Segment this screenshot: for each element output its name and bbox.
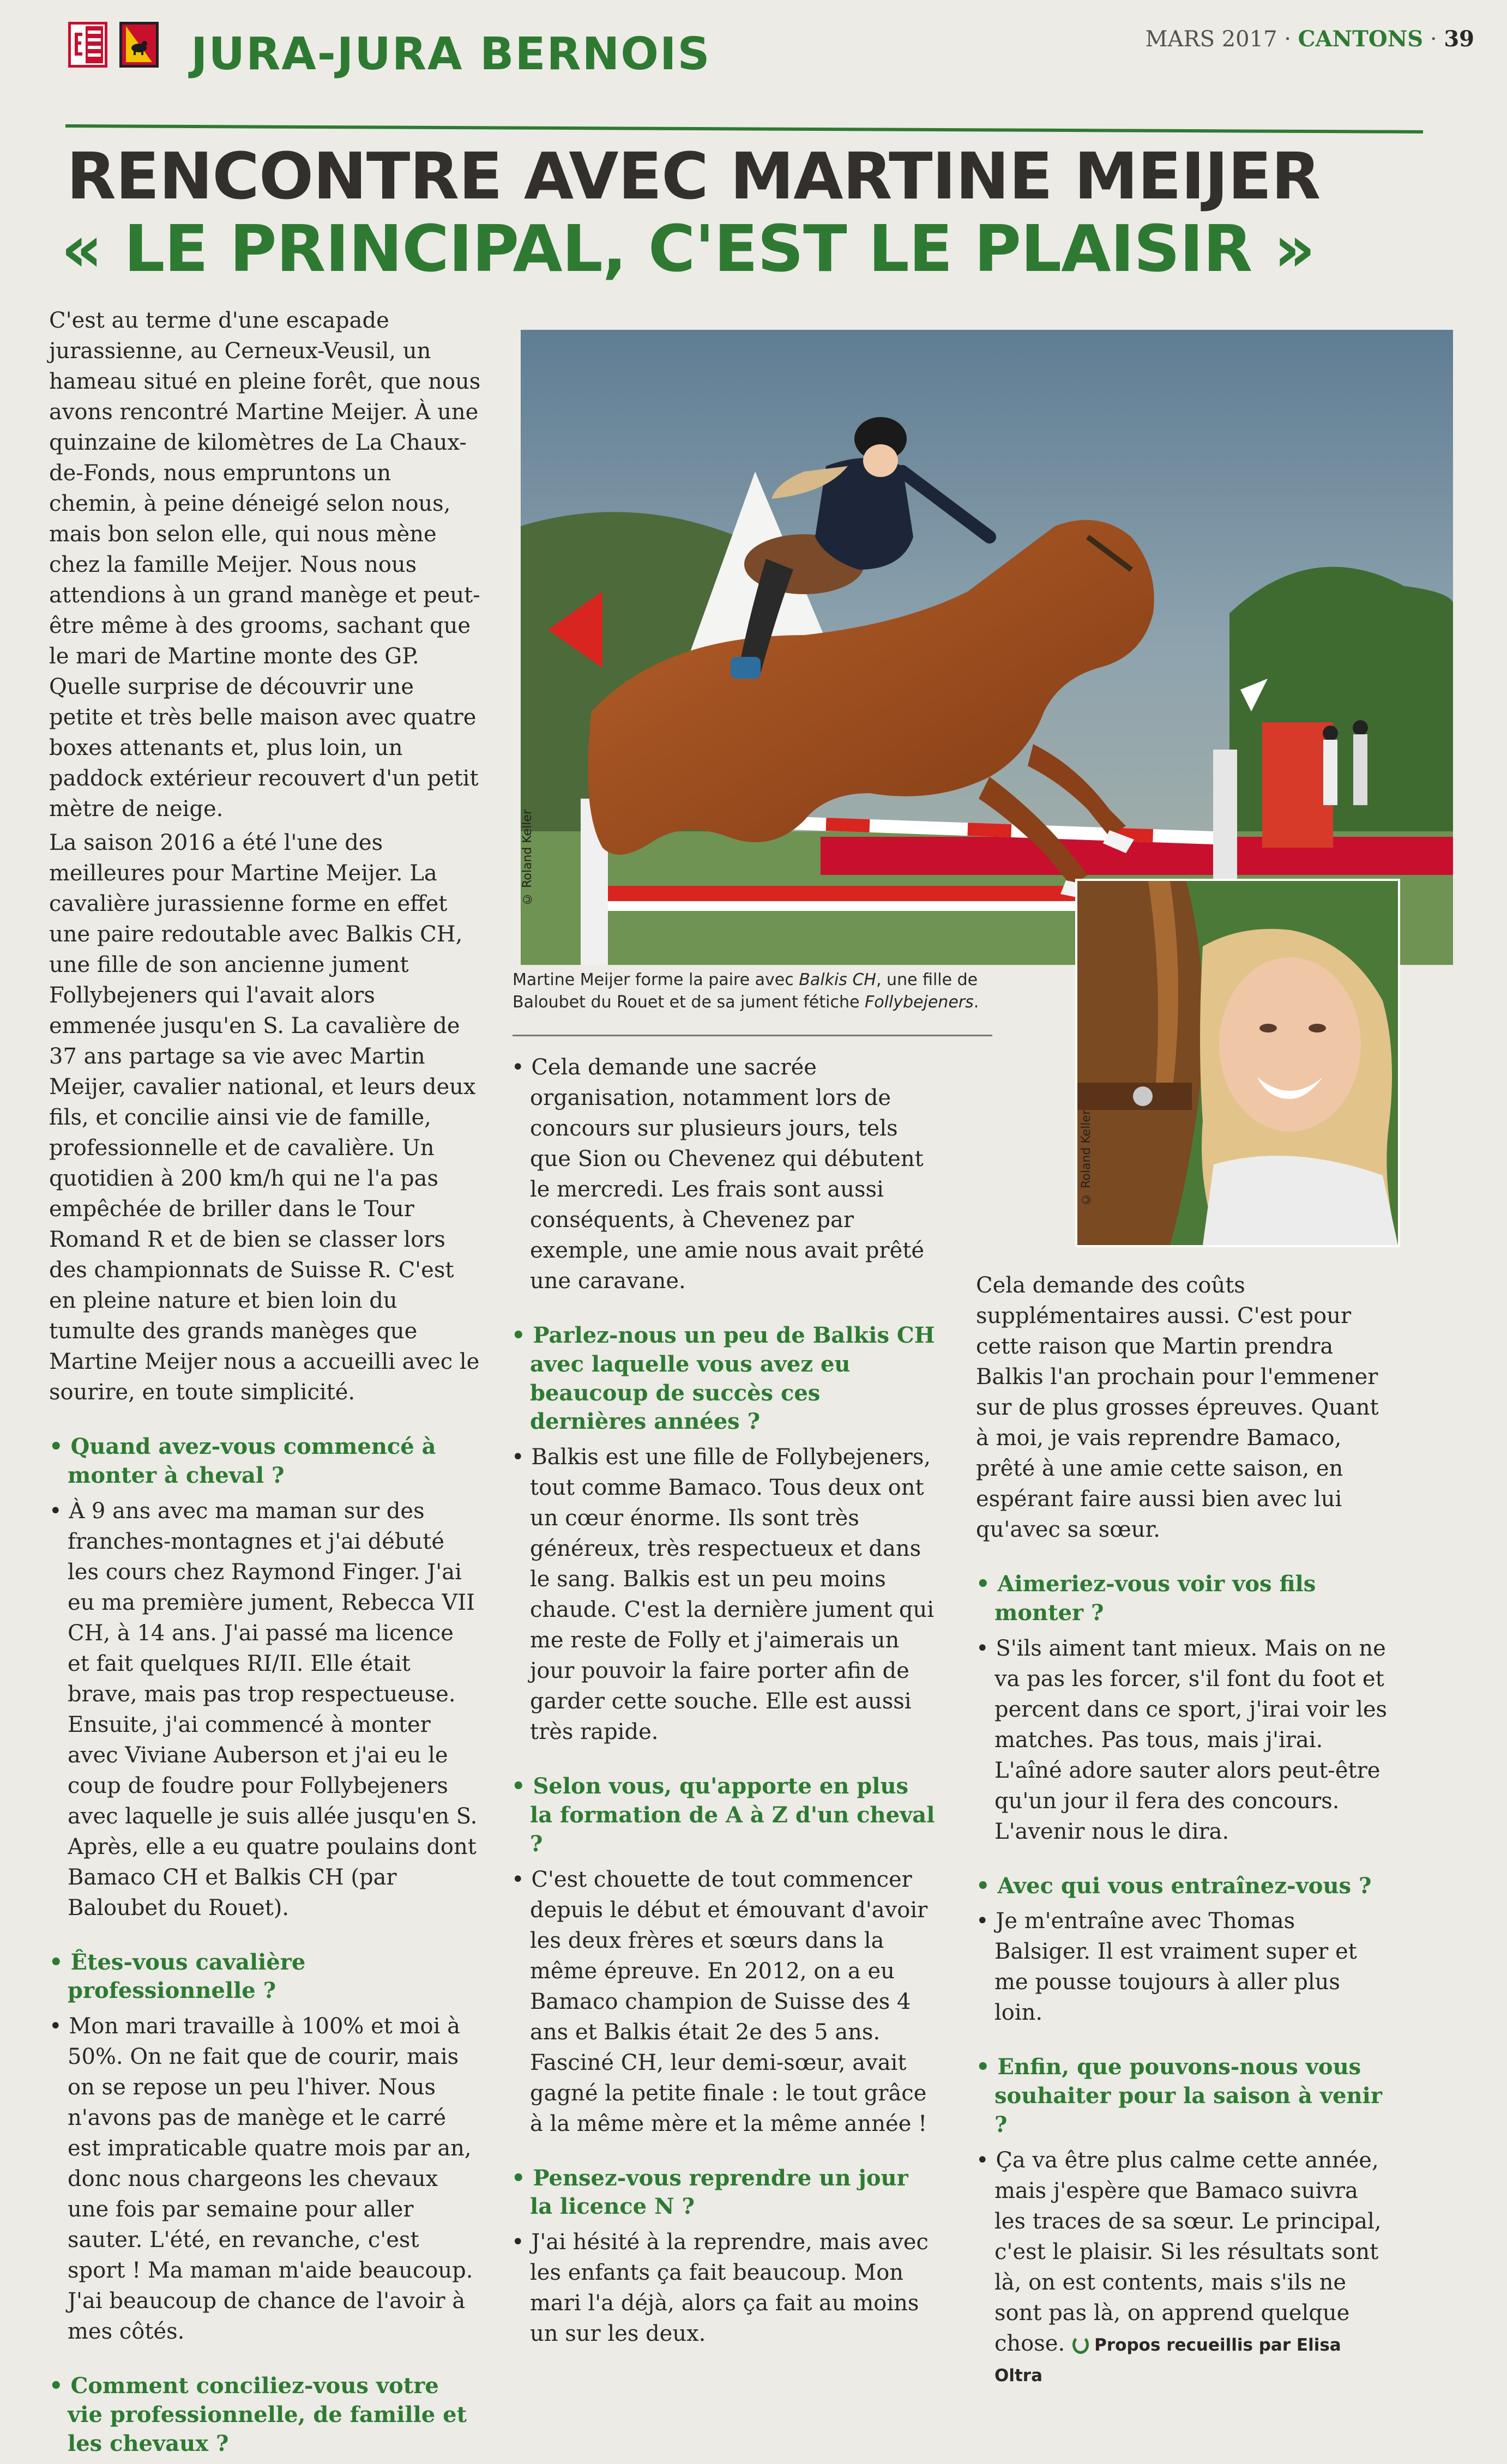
question: • Quand avez-vous commencé à monter à cheval ? — [49, 1433, 481, 1490]
headline-line2: « LE PRINCIPAL, C'EST LE PLAISIR » — [61, 211, 1315, 286]
header-rule — [65, 124, 1423, 134]
page-number: 39 — [1444, 26, 1474, 52]
question: • Êtes-vous cavalière professionnelle ? — [49, 1948, 481, 2006]
answer: • À 9 ans avec ma maman sur des franches-montagnes et j'ai débuté les cours chez Raymond Finger. J'ai eu ma première jument, Rebecca VII CH, à 14 ans. J'ai passé ma licence et fait quelques RI/II. Elle était brave, mais pas trop respectueuse. Ensuite, j'ai commencé à monter avec Viviane Auberson et j'ai eu le coup de foudre pour Follybejeners avec laquelle je suis allée jusqu'en S. Après, elle a eu quatre poulains dont Bamaco CH et Balkis CH (par Baloubet du Rouet). — [49, 1496, 481, 1923]
answer-continuation: Cela demande des coûts supplémentaires aussi. C'est pour cette raison que Martin prendra Balkis l'an prochain pour l'emmener sur de plus grosses épreuves. Quant à moi, je vais reprendre Bamaco, prêté à une amie cette saison, en espérant faire aussi bien avec lui qu'avec sa sœur. — [976, 1273, 1379, 1542]
question: • Selon vous, qu'apporte en plus la formation de A à Z d'un cheval ? — [511, 1772, 938, 1858]
photo-horse-jumping — [521, 330, 1453, 965]
caption-rule — [513, 1035, 992, 1036]
magazine-name: CANTONS — [1298, 26, 1424, 52]
answer: • Balkis est une fille de Follybejeners, tout comme Bamaco. Tous deux ont un cœur énorme. Ils sont très généreux, très respectueux et dans le sang. Balkis est un peu moins chaude. C'est la dernière jument qui me reste de Folly et j'aimerais un jour pouvoir la faire porter afin de garder cette souche. Elle est aussi très rapide. — [511, 1442, 938, 1747]
photo-credit: © Roland Keller — [521, 810, 534, 905]
caption-text: Martine Meijer forme la paire avec — [513, 970, 799, 989]
caption-text: . — [973, 992, 979, 1012]
canton-logos — [68, 22, 159, 68]
section-title: JURA-JURA BERNOIS — [191, 28, 711, 80]
jura-coat-of-arms-icon — [68, 22, 107, 68]
column-3 — [976, 1270, 1394, 2389]
intro — [49, 305, 481, 1408]
photo-caption — [513, 969, 992, 1014]
issue-info — [1146, 26, 1474, 52]
question: • Avec qui vous entraînez-vous ? — [976, 1872, 1394, 1901]
caption-mare-name: Follybejeners — [864, 992, 974, 1012]
question: • Parlez-nous un peu de Balkis CH avec laquelle vous avez eu beaucoup de succès ces dernières années ? — [511, 1321, 938, 1436]
caption-horse-name: Balkis CH — [799, 970, 876, 989]
separator: · — [1284, 27, 1291, 52]
answer-final — [976, 2145, 1394, 2389]
answer-text: Ça va être plus calme cette année, mais j'espère que Bamaco suivra les traces de sa sœur. Le principal, c'est le plaisir. Si les résultats sont là, on est contents, mais s'ils ne sont pas là, on apprend quelque chose. — [994, 2147, 1382, 2356]
caption-text: , une fille de Baloubet du Rouet et de sa jument fétiche — [513, 970, 978, 1012]
column-1 — [49, 305, 481, 2464]
bern-coat-of-arms-icon — [119, 22, 159, 68]
answer: • S'ils aiment tant mieux. Mais on ne va pas les forcer, s'il font du foot et percent dans ce sport, j'irai voir les matches. Pas tous, mais j'irai. L'aîné adore sauter alors peut-être qu'un jour il fera des concours. L'avenir nous le dira. — [976, 1633, 1394, 1847]
question: • Pensez-vous reprendre un jour la licence N ? — [511, 2164, 938, 2222]
answer: • Je m'entraîne avec Thomas Balsiger. Il est vraiment super et me pousse toujours à aller plus loin. — [976, 1906, 1394, 2028]
end-mark-icon — [1072, 2335, 1089, 2354]
question: • Aimeriez-vous voir vos fils monter ? — [976, 1570, 1394, 1628]
question: • Comment conciliez-vous votre vie professionnelle, de famille et les chevaux ? — [49, 2372, 481, 2458]
headline-line1: RENCONTRE AVEC MARTINE MEIJER — [67, 138, 1321, 214]
portrait-credit: © Roland Keller — [1080, 1110, 1093, 1206]
question: • Enfin, que pouvons-nous vous souhaiter pour la saison à venir ? — [976, 2053, 1394, 2139]
photo-portrait — [1075, 879, 1400, 1247]
intro-paragraph: La saison 2016 a été l'une des meilleures pour Martine Meijer. La cavalière jurassienne forme en effet une paire redoutable avec Balkis CH, une fille de son ancienne jument Follybejeners qui l'avait alors emmenée jusqu'en S. La cavalière de 37 ans partage sa vie avec Martin Meijer, cavalier national, et leurs deux fils, et concilie ainsi vie de famille, professionnelle et de cavalière. Un quotidien à 200 km/h qui ne l'a pas empêchée de briller dans le Tour Romand R et de bien se classer lors des championnats de Suisse R. C'est en pleine nature et bien loin du tumulte des grands manèges que Martine Meijer nous a accueilli avec le sourire, en toute simplicité. — [49, 830, 480, 1405]
answer: • Cela demande une sacrée organisation, notamment lors de concours sur plusieurs jours, tels que Sion ou Chevenez qui débutent le mercredi. Les frais sont aussi conséquents, à Chevenez par exemple, une amie nous avait prêté une caravane. — [511, 1052, 938, 1296]
signoff: Propos recueillis par Elisa Oltra — [994, 2335, 1341, 2386]
issue-month: MARS 2017 — [1145, 27, 1277, 52]
answer: • J'ai hésité à la reprendre, mais avec les enfants ça fait beaucoup. Mon mari l'a déjà, alors ça fait au moins un sur les deux. — [511, 2227, 938, 2349]
answer: • Mon mari travaille à 100% et moi à 50%. On ne fait que de courir, mais on se repose un peu l'hiver. Nous n'avons pas de manège et le carré est impraticable quatre mois par an, donc nous chargeons les chevaux une fois par semaine pour aller sauter. L'été, en revanche, c'est sport ! Ma maman m'aide beaucoup. J'ai beaucoup de chance de l'avoir à mes côtés. — [49, 2011, 481, 2347]
answer: • C'est chouette de tout commencer depuis le début et émouvant d'avoir les deux frères et sœurs dans la même épreuve. En 2012, on a eu Bamaco champion de Suisse des 4 ans et Balkis était 2e des 5 ans. Fasciné CH, leur demi-sœur, avait gagné la petite finale : le tout grâce à la même mère et la même année ! — [511, 1864, 938, 2139]
intro-paragraph: C'est au terme d'une escapade jurassienne, au Cerneux-Veusil, un hameau situé en pleine forêt, que nous avons rencontré Martine Meijer. À une quinzaine de kilomètres de La Chaux-de-Fonds, nous empruntons un chemin, à peine déneigé selon nous, mais bon selon elle, qui nous mène chez la famille Meijer. Nous nous attendions à un grand manège et peut-être même à des grooms, sachant que le mari de Martine monte des GP. Quelle surprise de découvrir une petite et très belle maison avec quatre boxes attenants et, plus loin, un paddock extérieur recouvert d'un petit mètre de neige. — [49, 308, 481, 822]
column-2 — [511, 1052, 938, 2349]
separator: · — [1430, 27, 1437, 52]
